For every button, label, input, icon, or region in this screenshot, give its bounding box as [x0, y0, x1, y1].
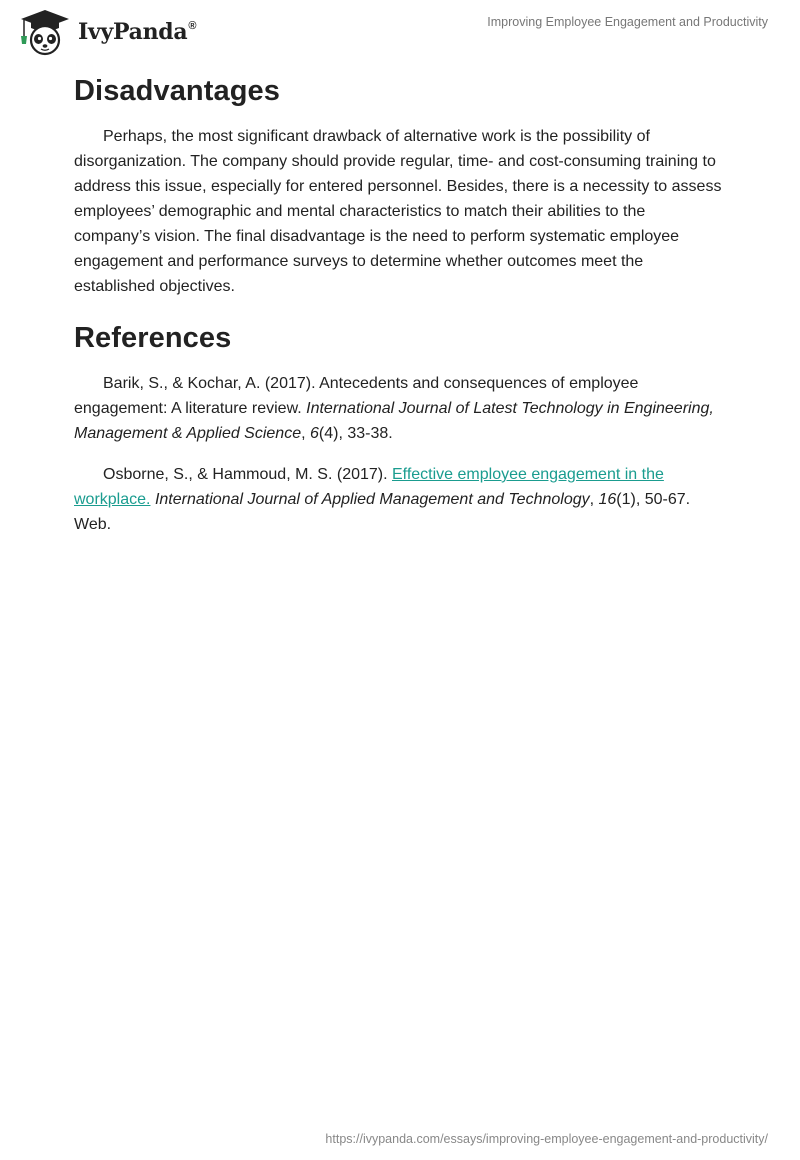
- reference-entry: Osborne, S., & Hammoud, M. S. (2017). Effective employee engagement in the workplace. International Journal of Applied Management and Technology, 16(1), 50-67. Web.: [74, 466, 691, 533]
- ivypanda-logo[interactable]: [15, 8, 196, 56]
- source-url[interactable]: https://ivypanda.com/essays/improving-employee-engagement-and-productivity/: [325, 1132, 768, 1146]
- references-heading: References: [74, 322, 232, 354]
- brand-name: IvyPanda®: [78, 19, 197, 45]
- disadvantages-heading: Disadvantages: [74, 75, 280, 107]
- panda-graduate-icon: [15, 8, 75, 56]
- reference-link[interactable]: Effective employee engagement in the workplace.: [74, 466, 664, 508]
- reference-entry: Barik, S., & Kochar, A. (2017). Antecedents and consequences of employee engagement: A literature review. International Journal of Latest Technology in Engineering, Management & Applied Science, 6(4), 33-38.: [74, 375, 714, 442]
- disadvantages-paragraph: Perhaps, the most significant drawback of alternative work is the possibility of disorganization. The company should provide regular, time- and cost-consuming training to address this issue, especially for entered personnel. Besides, there is a necessity to assess employees’ demographic and mental characteristics to match their abilities to the company’s vision. The final disadvantage is the need to perform systematic employee engagement and performance surveys to determine whether outcomes meet the established objectives.: [74, 128, 722, 295]
- document-body: [74, 72, 724, 537]
- running-title: Improving Employee Engagement and Productivity: [487, 15, 768, 29]
- page-header: [0, 0, 800, 60]
